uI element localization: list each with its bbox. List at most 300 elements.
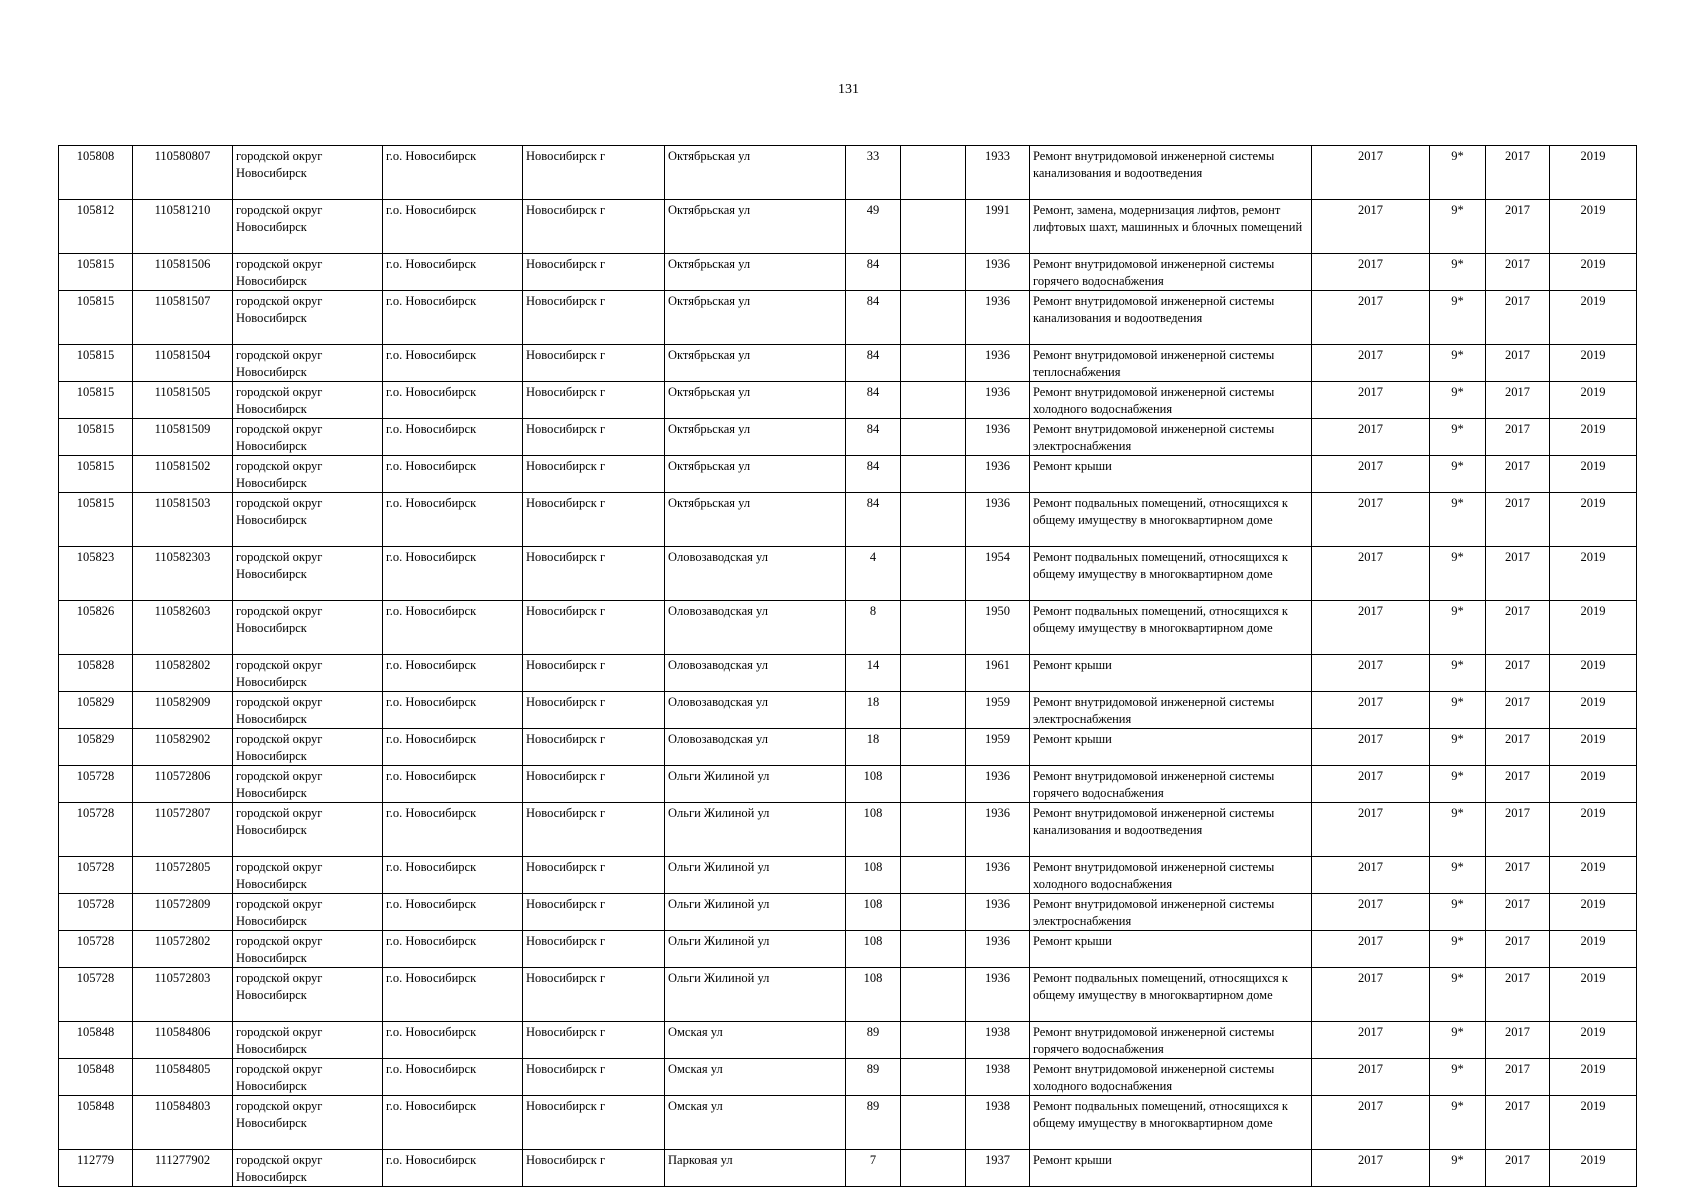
mark-cell: 9* (1430, 766, 1486, 803)
house-number-cell: 108 (846, 857, 901, 894)
work-code-cell: 110572803 (133, 968, 233, 1022)
start-year-cell: 2017 (1486, 766, 1550, 803)
record-id-cell: 105728 (59, 931, 133, 968)
record-id-cell: 105848 (59, 1096, 133, 1150)
work-type-cell: Ремонт подвальных помещений, относящихся к общему имуществу в многоквартирном доме (1030, 547, 1312, 601)
street-cell: Омская ул (665, 1059, 846, 1096)
house-number-cell: 89 (846, 1096, 901, 1150)
mark-cell: 9* (1430, 345, 1486, 382)
build-year-cell: 1950 (966, 601, 1030, 655)
end-year-cell: 2019 (1550, 345, 1637, 382)
plan-year-cell: 2017 (1312, 857, 1430, 894)
mark-cell: 9* (1430, 857, 1486, 894)
mark-cell: 9* (1430, 456, 1486, 493)
city-cell: Новосибирск г (523, 931, 665, 968)
table-row (59, 692, 1637, 729)
table-row (59, 146, 1637, 200)
building-cell (901, 655, 966, 692)
street-cell: Октябрьская ул (665, 382, 846, 419)
street-cell: Ольги Жилиной ул (665, 803, 846, 857)
house-number-cell: 84 (846, 419, 901, 456)
house-number-cell: 108 (846, 931, 901, 968)
street-cell: Омская ул (665, 1096, 846, 1150)
record-id-cell: 105848 (59, 1022, 133, 1059)
city-cell: Новосибирск г (523, 456, 665, 493)
house-number-cell: 108 (846, 894, 901, 931)
municipality-cell: г.о. Новосибирск (383, 601, 523, 655)
plan-year-cell: 2017 (1312, 894, 1430, 931)
municipality-cell: г.о. Новосибирск (383, 382, 523, 419)
work-type-cell: Ремонт внутридомовой инженерной системы электроснабжения (1030, 692, 1312, 729)
table-row (59, 456, 1637, 493)
plan-year-cell: 2017 (1312, 493, 1430, 547)
mark-cell: 9* (1430, 1022, 1486, 1059)
end-year-cell: 2019 (1550, 1096, 1637, 1150)
city-cell: Новосибирск г (523, 146, 665, 200)
building-cell (901, 382, 966, 419)
city-cell: Новосибирск г (523, 382, 665, 419)
district-cell: городской округ Новосибирск (233, 692, 383, 729)
house-number-cell: 84 (846, 345, 901, 382)
plan-year-cell: 2017 (1312, 200, 1430, 254)
start-year-cell: 2017 (1486, 601, 1550, 655)
building-cell (901, 200, 966, 254)
district-cell: городской округ Новосибирск (233, 655, 383, 692)
plan-year-cell: 2017 (1312, 254, 1430, 291)
work-type-cell: Ремонт внутридомовой инженерной системы горячего водоснабжения (1030, 1022, 1312, 1059)
house-number-cell: 89 (846, 1059, 901, 1096)
mark-cell: 9* (1430, 803, 1486, 857)
start-year-cell: 2017 (1486, 1096, 1550, 1150)
record-id-cell: 105815 (59, 254, 133, 291)
house-number-cell: 18 (846, 692, 901, 729)
work-code-cell: 110582902 (133, 729, 233, 766)
plan-year-cell: 2017 (1312, 803, 1430, 857)
building-cell (901, 766, 966, 803)
city-cell: Новосибирск г (523, 766, 665, 803)
build-year-cell: 1936 (966, 419, 1030, 456)
building-cell (901, 1022, 966, 1059)
district-cell: городской округ Новосибирск (233, 345, 383, 382)
building-cell (901, 729, 966, 766)
work-type-cell: Ремонт внутридомовой инженерной системы холодного водоснабжения (1030, 857, 1312, 894)
house-number-cell: 18 (846, 729, 901, 766)
district-cell: городской округ Новосибирск (233, 766, 383, 803)
house-number-cell: 84 (846, 291, 901, 345)
district-cell: городской округ Новосибирск (233, 419, 383, 456)
street-cell: Ольги Жилиной ул (665, 968, 846, 1022)
street-cell: Оловозаводская ул (665, 547, 846, 601)
municipality-cell: г.о. Новосибирск (383, 291, 523, 345)
city-cell: Новосибирск г (523, 857, 665, 894)
build-year-cell: 1936 (966, 382, 1030, 419)
end-year-cell: 2019 (1550, 766, 1637, 803)
municipality-cell: г.о. Новосибирск (383, 1150, 523, 1187)
work-type-cell: Ремонт внутридомовой инженерной системы канализования и водоотведения (1030, 803, 1312, 857)
build-year-cell: 1933 (966, 146, 1030, 200)
municipality-cell: г.о. Новосибирск (383, 729, 523, 766)
mark-cell: 9* (1430, 200, 1486, 254)
start-year-cell: 2017 (1486, 345, 1550, 382)
build-year-cell: 1959 (966, 692, 1030, 729)
end-year-cell: 2019 (1550, 254, 1637, 291)
end-year-cell: 2019 (1550, 655, 1637, 692)
city-cell: Новосибирск г (523, 419, 665, 456)
table-row (59, 857, 1637, 894)
start-year-cell: 2017 (1486, 729, 1550, 766)
record-id-cell: 105815 (59, 382, 133, 419)
municipality-cell: г.о. Новосибирск (383, 766, 523, 803)
house-number-cell: 33 (846, 146, 901, 200)
table-row (59, 766, 1637, 803)
record-id-cell: 105823 (59, 547, 133, 601)
mark-cell: 9* (1430, 419, 1486, 456)
street-cell: Октябрьская ул (665, 493, 846, 547)
start-year-cell: 2017 (1486, 146, 1550, 200)
start-year-cell: 2017 (1486, 291, 1550, 345)
end-year-cell: 2019 (1550, 968, 1637, 1022)
municipality-cell: г.о. Новосибирск (383, 692, 523, 729)
table-row (59, 345, 1637, 382)
end-year-cell: 2019 (1550, 857, 1637, 894)
table-row (59, 1150, 1637, 1187)
street-cell: Оловозаводская ул (665, 729, 846, 766)
end-year-cell: 2019 (1550, 729, 1637, 766)
build-year-cell: 1936 (966, 931, 1030, 968)
work-code-cell: 110582909 (133, 692, 233, 729)
work-type-cell: Ремонт крыши (1030, 456, 1312, 493)
work-type-cell: Ремонт подвальных помещений, относящихся к общему имуществу в многоквартирном доме (1030, 1096, 1312, 1150)
end-year-cell: 2019 (1550, 493, 1637, 547)
district-cell: городской округ Новосибирск (233, 803, 383, 857)
table-row (59, 1096, 1637, 1150)
build-year-cell: 1937 (966, 1150, 1030, 1187)
house-number-cell: 8 (846, 601, 901, 655)
record-id-cell: 105728 (59, 857, 133, 894)
mark-cell: 9* (1430, 254, 1486, 291)
plan-year-cell: 2017 (1312, 382, 1430, 419)
work-type-cell: Ремонт внутридомовой инженерной системы горячего водоснабжения (1030, 254, 1312, 291)
building-cell (901, 146, 966, 200)
record-id-cell: 105808 (59, 146, 133, 200)
house-number-cell: 84 (846, 254, 901, 291)
city-cell: Новосибирск г (523, 254, 665, 291)
street-cell: Октябрьская ул (665, 146, 846, 200)
work-code-cell: 110582303 (133, 547, 233, 601)
record-id-cell: 105815 (59, 345, 133, 382)
record-id-cell: 105728 (59, 968, 133, 1022)
work-type-cell: Ремонт подвальных помещений, относящихся к общему имуществу в многоквартирном доме (1030, 493, 1312, 547)
work-type-cell: Ремонт внутридомовой инженерной системы теплоснабжения (1030, 345, 1312, 382)
record-id-cell: 105728 (59, 766, 133, 803)
work-type-cell: Ремонт внутридомовой инженерной системы холодного водоснабжения (1030, 382, 1312, 419)
district-cell: городской округ Новосибирск (233, 382, 383, 419)
house-number-cell: 49 (846, 200, 901, 254)
end-year-cell: 2019 (1550, 146, 1637, 200)
building-cell (901, 456, 966, 493)
mark-cell: 9* (1430, 1059, 1486, 1096)
work-type-cell: Ремонт внутридомовой инженерной системы холодного водоснабжения (1030, 1059, 1312, 1096)
building-cell (901, 931, 966, 968)
end-year-cell: 2019 (1550, 382, 1637, 419)
mark-cell: 9* (1430, 894, 1486, 931)
table-row (59, 1022, 1637, 1059)
build-year-cell: 1936 (966, 766, 1030, 803)
work-code-cell: 110582603 (133, 601, 233, 655)
work-type-cell: Ремонт крыши (1030, 729, 1312, 766)
city-cell: Новосибирск г (523, 968, 665, 1022)
end-year-cell: 2019 (1550, 456, 1637, 493)
start-year-cell: 2017 (1486, 1022, 1550, 1059)
table-row (59, 419, 1637, 456)
end-year-cell: 2019 (1550, 1022, 1637, 1059)
building-cell (901, 1059, 966, 1096)
work-code-cell: 110581210 (133, 200, 233, 254)
street-cell: Октябрьская ул (665, 254, 846, 291)
work-code-cell: 110581507 (133, 291, 233, 345)
mark-cell: 9* (1430, 146, 1486, 200)
mark-cell: 9* (1430, 655, 1486, 692)
work-code-cell: 110580807 (133, 146, 233, 200)
building-cell (901, 291, 966, 345)
work-type-cell: Ремонт внутридомовой инженерной системы горячего водоснабжения (1030, 766, 1312, 803)
city-cell: Новосибирск г (523, 200, 665, 254)
mark-cell: 9* (1430, 692, 1486, 729)
street-cell: Оловозаводская ул (665, 601, 846, 655)
building-cell (901, 894, 966, 931)
street-cell: Октябрьская ул (665, 419, 846, 456)
record-id-cell: 105815 (59, 456, 133, 493)
plan-year-cell: 2017 (1312, 1096, 1430, 1150)
house-number-cell: 14 (846, 655, 901, 692)
municipality-cell: г.о. Новосибирск (383, 1059, 523, 1096)
street-cell: Октябрьская ул (665, 200, 846, 254)
plan-year-cell: 2017 (1312, 968, 1430, 1022)
street-cell: Оловозаводская ул (665, 655, 846, 692)
plan-year-cell: 2017 (1312, 1059, 1430, 1096)
record-id-cell: 105848 (59, 1059, 133, 1096)
building-cell (901, 419, 966, 456)
house-number-cell: 4 (846, 547, 901, 601)
district-cell: городской округ Новосибирск (233, 291, 383, 345)
end-year-cell: 2019 (1550, 419, 1637, 456)
start-year-cell: 2017 (1486, 1150, 1550, 1187)
end-year-cell: 2019 (1550, 601, 1637, 655)
municipality-cell: г.о. Новосибирск (383, 345, 523, 382)
end-year-cell: 2019 (1550, 931, 1637, 968)
district-cell: городской округ Новосибирск (233, 254, 383, 291)
work-code-cell: 110572802 (133, 931, 233, 968)
municipality-cell: г.о. Новосибирск (383, 419, 523, 456)
work-code-cell: 110572807 (133, 803, 233, 857)
city-cell: Новосибирск г (523, 345, 665, 382)
start-year-cell: 2017 (1486, 931, 1550, 968)
plan-year-cell: 2017 (1312, 547, 1430, 601)
build-year-cell: 1961 (966, 655, 1030, 692)
end-year-cell: 2019 (1550, 1059, 1637, 1096)
municipality-cell: г.о. Новосибирск (383, 200, 523, 254)
end-year-cell: 2019 (1550, 803, 1637, 857)
work-code-cell: 111277902 (133, 1150, 233, 1187)
record-id-cell: 105812 (59, 200, 133, 254)
district-cell: городской округ Новосибирск (233, 894, 383, 931)
city-cell: Новосибирск г (523, 291, 665, 345)
capital-repair-table (58, 145, 1637, 1187)
mark-cell: 9* (1430, 1096, 1486, 1150)
plan-year-cell: 2017 (1312, 655, 1430, 692)
start-year-cell: 2017 (1486, 692, 1550, 729)
house-number-cell: 108 (846, 766, 901, 803)
city-cell: Новосибирск г (523, 601, 665, 655)
street-cell: Парковая ул (665, 1150, 846, 1187)
plan-year-cell: 2017 (1312, 931, 1430, 968)
table-row (59, 931, 1637, 968)
table-row (59, 493, 1637, 547)
build-year-cell: 1936 (966, 968, 1030, 1022)
end-year-cell: 2019 (1550, 200, 1637, 254)
work-type-cell: Ремонт внутридомовой инженерной системы электроснабжения (1030, 419, 1312, 456)
start-year-cell: 2017 (1486, 894, 1550, 931)
plan-year-cell: 2017 (1312, 146, 1430, 200)
mark-cell: 9* (1430, 493, 1486, 547)
table-row (59, 382, 1637, 419)
work-type-cell: Ремонт внутридомовой инженерной системы канализования и водоотведения (1030, 291, 1312, 345)
mark-cell: 9* (1430, 547, 1486, 601)
build-year-cell: 1936 (966, 254, 1030, 291)
work-type-cell: Ремонт крыши (1030, 655, 1312, 692)
municipality-cell: г.о. Новосибирск (383, 857, 523, 894)
end-year-cell: 2019 (1550, 547, 1637, 601)
start-year-cell: 2017 (1486, 456, 1550, 493)
work-code-cell: 110581509 (133, 419, 233, 456)
work-code-cell: 110584805 (133, 1059, 233, 1096)
work-code-cell: 110584803 (133, 1096, 233, 1150)
start-year-cell: 2017 (1486, 547, 1550, 601)
house-number-cell: 84 (846, 382, 901, 419)
record-id-cell: 105728 (59, 803, 133, 857)
building-cell (901, 547, 966, 601)
work-code-cell: 110572805 (133, 857, 233, 894)
start-year-cell: 2017 (1486, 1059, 1550, 1096)
house-number-cell: 108 (846, 968, 901, 1022)
work-type-cell: Ремонт крыши (1030, 1150, 1312, 1187)
building-cell (901, 493, 966, 547)
house-number-cell: 108 (846, 803, 901, 857)
start-year-cell: 2017 (1486, 803, 1550, 857)
plan-year-cell: 2017 (1312, 345, 1430, 382)
end-year-cell: 2019 (1550, 894, 1637, 931)
building-cell (901, 803, 966, 857)
build-year-cell: 1936 (966, 493, 1030, 547)
city-cell: Новосибирск г (523, 1096, 665, 1150)
build-year-cell: 1991 (966, 200, 1030, 254)
record-id-cell: 105728 (59, 894, 133, 931)
table-row (59, 254, 1637, 291)
work-code-cell: 110582802 (133, 655, 233, 692)
plan-year-cell: 2017 (1312, 456, 1430, 493)
district-cell: городской округ Новосибирск (233, 200, 383, 254)
mark-cell: 9* (1430, 382, 1486, 419)
start-year-cell: 2017 (1486, 200, 1550, 254)
municipality-cell: г.о. Новосибирск (383, 655, 523, 692)
record-id-cell: 105815 (59, 291, 133, 345)
district-cell: городской округ Новосибирск (233, 1096, 383, 1150)
district-cell: городской округ Новосибирск (233, 729, 383, 766)
municipality-cell: г.о. Новосибирск (383, 1096, 523, 1150)
table-row (59, 291, 1637, 345)
table-row (59, 547, 1637, 601)
work-type-cell: Ремонт, замена, модернизация лифтов, ремонт лифтовых шахт, машинных и блочных помещений (1030, 200, 1312, 254)
build-year-cell: 1936 (966, 894, 1030, 931)
building-cell (901, 1096, 966, 1150)
city-cell: Новосибирск г (523, 729, 665, 766)
city-cell: Новосибирск г (523, 1150, 665, 1187)
start-year-cell: 2017 (1486, 968, 1550, 1022)
municipality-cell: г.о. Новосибирск (383, 547, 523, 601)
street-cell: Оловозаводская ул (665, 692, 846, 729)
district-cell: городской округ Новосибирск (233, 1150, 383, 1187)
table-row (59, 894, 1637, 931)
page-number: 131 (838, 82, 859, 97)
record-id-cell: 105828 (59, 655, 133, 692)
street-cell: Омская ул (665, 1022, 846, 1059)
district-cell: городской округ Новосибирск (233, 456, 383, 493)
work-code-cell: 110584806 (133, 1022, 233, 1059)
build-year-cell: 1936 (966, 857, 1030, 894)
work-code-cell: 110581506 (133, 254, 233, 291)
table-row (59, 1059, 1637, 1096)
city-cell: Новосибирск г (523, 894, 665, 931)
record-id-cell: 105815 (59, 493, 133, 547)
work-type-cell: Ремонт внутридомовой инженерной системы электроснабжения (1030, 894, 1312, 931)
municipality-cell: г.о. Новосибирск (383, 803, 523, 857)
plan-year-cell: 2017 (1312, 419, 1430, 456)
city-cell: Новосибирск г (523, 1022, 665, 1059)
build-year-cell: 1936 (966, 345, 1030, 382)
building-cell (901, 345, 966, 382)
record-id-cell: 112779 (59, 1150, 133, 1187)
work-code-cell: 110581505 (133, 382, 233, 419)
street-cell: Октябрьская ул (665, 456, 846, 493)
work-code-cell: 110581504 (133, 345, 233, 382)
municipality-cell: г.о. Новосибирск (383, 968, 523, 1022)
build-year-cell: 1938 (966, 1096, 1030, 1150)
work-type-cell: Ремонт подвальных помещений, относящихся к общему имуществу в многоквартирном доме (1030, 601, 1312, 655)
start-year-cell: 2017 (1486, 419, 1550, 456)
city-cell: Новосибирск г (523, 1059, 665, 1096)
municipality-cell: г.о. Новосибирск (383, 493, 523, 547)
table-row (59, 968, 1637, 1022)
house-number-cell: 89 (846, 1022, 901, 1059)
municipality-cell: г.о. Новосибирск (383, 254, 523, 291)
municipality-cell: г.о. Новосибирск (383, 456, 523, 493)
mark-cell: 9* (1430, 1150, 1486, 1187)
mark-cell: 9* (1430, 601, 1486, 655)
municipality-cell: г.о. Новосибирск (383, 931, 523, 968)
table-row (59, 729, 1637, 766)
work-type-cell: Ремонт крыши (1030, 931, 1312, 968)
house-number-cell: 7 (846, 1150, 901, 1187)
plan-year-cell: 2017 (1312, 729, 1430, 766)
street-cell: Октябрьская ул (665, 291, 846, 345)
build-year-cell: 1959 (966, 729, 1030, 766)
plan-year-cell: 2017 (1312, 291, 1430, 345)
start-year-cell: 2017 (1486, 254, 1550, 291)
district-cell: городской округ Новосибирск (233, 547, 383, 601)
municipality-cell: г.о. Новосибирск (383, 1022, 523, 1059)
build-year-cell: 1938 (966, 1059, 1030, 1096)
house-number-cell: 84 (846, 456, 901, 493)
